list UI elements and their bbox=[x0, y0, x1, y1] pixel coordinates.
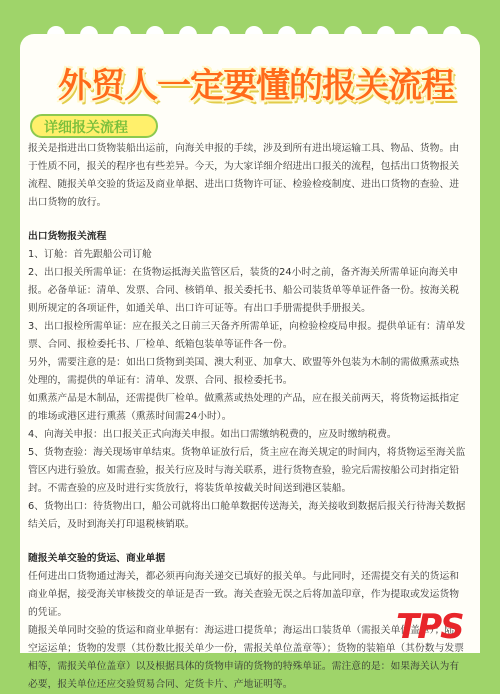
export-step-5: 5、货物查验：海关现场审单结束。货物单证放行后，货主应在海关规定的时间内，将货物运至海关监管区内进行验放。如需查验，报关行应及时与海关联系，进行货物查验，验完后需按船公司封指定铅封。不需查验的应及时进行实货放行，将装货单按截关时间送到港区装船。 bbox=[28, 447, 466, 494]
export-step-6: 6、货物出口：待货物出口，船公司就将出口舱单数据传送海关，海关接收到数据后报关行待海关数据结关后，及时到海关打印退税核销联。 bbox=[28, 501, 466, 530]
subtitle-label: 详细报关流程 bbox=[44, 120, 128, 136]
export-step-3: 3、出口报检所需单证：应在报关之日前三天备齐所需单证，向检验检疫局申报。提供单证有：清单发票、合同、报检委托书、厂检单、纸箱包装单等证件各一份。 bbox=[28, 321, 466, 350]
intro-paragraph: 报关是指进出口货物装船出运前，向海关申报的手续，涉及到所有进出境运输工具、物品、货物。由于性质不同，报关的程序也有些差异。今天，为大家详细介绍进出口报关的流程，包括出口货物报关流程、随报关单交验的货运及商业单据、进出口货物许可证、检验检疫制度、进出口货物的查验、进出口货物的放行。 bbox=[28, 143, 460, 208]
tps-logo bbox=[386, 605, 474, 649]
documents-paragraph-2: 随报关单同时交验的货运和商业单据有：海运进口提货单；海运出口装货单（需报关单位盖章）；陆、空运运单；货物的发票（其份数比报关单少一份，需报关单位盖章等）；货物的装箱单（其份数与发票相等，需报关单位盖章）以及根据具体的货物申请的货物的特殊单证。需注意的是：如果海关认为有必要，报关单位还应交验贸易合同、定货卡片、产地证明等。 bbox=[28, 625, 464, 690]
page-title: 外贸人一定要懂的报关流程 bbox=[58, 66, 454, 106]
subtitle-badge bbox=[30, 114, 158, 138]
export-note-2: 如熏蒸产品是木制品，还需提供厂检单。做熏蒸或热处理的产品，应在报关前两天，将货物运抵指定的堆场或港区进行熏蒸（熏蒸时间需24小时）。 bbox=[28, 393, 460, 422]
export-step-2: 2、出口报关所需单证：在货物运抵海关监管区后，装货的24小时之前，备齐海关所需单证向海关申报。必备单证：清单、发票、合同、核销单、报关委托书、船公司装货单等单证件备一份。按海关税则所规定的各项证件，如通关单、出口许可证等。有出口手册需提供手册报关。 bbox=[28, 267, 460, 314]
export-step-1: 1、订舱：首先跟船公司订舱 bbox=[28, 249, 152, 260]
section-heading-documents: 随报关单交验的货运、商业单据 bbox=[28, 553, 166, 564]
export-note-1: 另外，需要注意的是：如出口货物到美国、澳大利亚、加拿大、欧盟等外包装为木制的需做熏蒸或热处理的，需提供的单证有：清单、发票、合同、报检委托书。 bbox=[28, 357, 460, 386]
documents-paragraph-1: 任何进出口货物通过海关，都必须再向海关递交已填好的报关单。与此同时，还需提交有关的货运和商业单据，接受海关审核拨交的单证是否一致。海关查验无误之后将加盖印章，作为提取或发运货物的凭证。 bbox=[28, 571, 460, 618]
document-page bbox=[20, 34, 480, 690]
logo-text: TPS bbox=[396, 607, 463, 647]
export-step-4: 4、向海关申报：出口报关正式向海关申报。如出口需缴纳税费的，应及时缴纳税费。 bbox=[28, 429, 397, 440]
section-heading-export: 出口货物报关流程 bbox=[28, 231, 107, 242]
